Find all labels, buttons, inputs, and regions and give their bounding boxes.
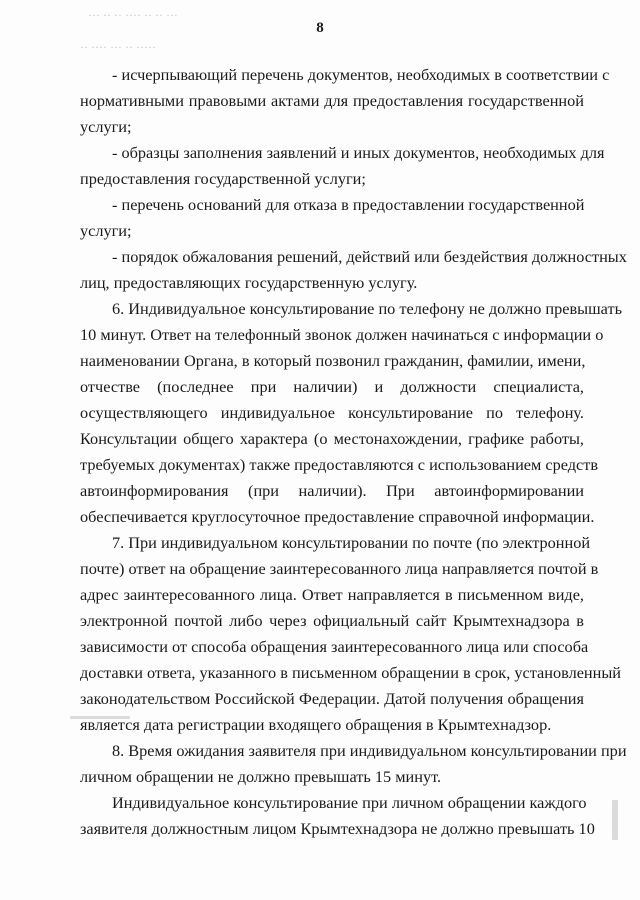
text-line: услуги; — [80, 221, 132, 240]
text-line: лиц, предоставляющих государственную услугу. — [80, 273, 418, 292]
text-line: личном обращении не должно превышать 15 минут. — [80, 767, 442, 786]
text-line: 10 минут. Ответ на телефонный звонок должен начинаться с информации о — [80, 325, 604, 344]
text-line: - порядок обжалования решений, действий или бездействия должностных — [112, 247, 627, 266]
text-line: - образцы заполнения заявлений и иных документов, необходимых для — [112, 143, 605, 162]
text-line: - исчерпывающий перечень документов, необходимых в соответствии с — [112, 65, 610, 84]
text-line: автоинформирования (при наличии). При автоинформировании — [80, 481, 584, 500]
text-line: нормативными правовыми актами для предоставления государственной — [80, 91, 584, 110]
scan-speck — [612, 800, 618, 840]
text-line: 6. Индивидуальное консультирование по телефону не должно превышать — [112, 299, 622, 318]
text-line: законодательством Российской Федерации. Датой получения обращения — [80, 689, 584, 708]
text-line: Консультации общего характера (о местонахождении, графике работы, — [80, 429, 584, 448]
scan-show-through: ··· ·· ·· ···· ·· ·· ··· — [88, 8, 178, 22]
text-line: 8. Время ожидания заявителя при индивидуальном консультировании при — [112, 741, 627, 760]
text-line: - перечень оснований для отказа в предоставлении государственной — [112, 195, 585, 214]
text-line: зависимости от способа обращения заинтересованного лица или способа — [80, 637, 589, 656]
text-line: наименовании Органа, в который позвонил гражданин, фамилии, имени, — [80, 351, 586, 370]
text-line: заявителя должностным лицом Крымтехнадзора не должно превышать 10 — [80, 819, 595, 838]
text-line: является дата регистрации входящего обращения в Крымтехнадзор. — [80, 715, 552, 734]
text-line: осуществляющего индивидуальное консультирование по телефону. — [80, 403, 584, 422]
text-line: доставки ответа, указанного в письменном обращении в срок, установленный — [80, 663, 621, 682]
text-line: Индивидуальное консультирование при личном обращении каждого — [112, 793, 587, 812]
text-line: предоставления государственной услуги; — [80, 169, 366, 188]
text-line: адрес заинтересованного лица. Ответ направляется в письменном виде, — [80, 585, 584, 604]
text-line: электронной почтой либо через официальный сайт Крымтехнадзора в — [80, 611, 584, 630]
scan-show-through: ·· ···· ··· ·· ····· — [80, 40, 156, 54]
text-line: почте) ответ на обращение заинтересованного лица направляется почтой в — [80, 559, 599, 578]
text-line: обеспечивается круглосуточное предоставление справочной информации. — [80, 507, 595, 526]
text-line: услуги; — [80, 117, 132, 136]
text-line: требуемых документах) также предоставляются с использованием средств — [80, 455, 599, 474]
text-line: отчестве (последнее при наличии) и должности специалиста, — [80, 377, 584, 396]
text-line: 7. При индивидуальном консультировании по почте (по электронной — [112, 533, 591, 552]
page-number: 8 — [316, 20, 324, 36]
